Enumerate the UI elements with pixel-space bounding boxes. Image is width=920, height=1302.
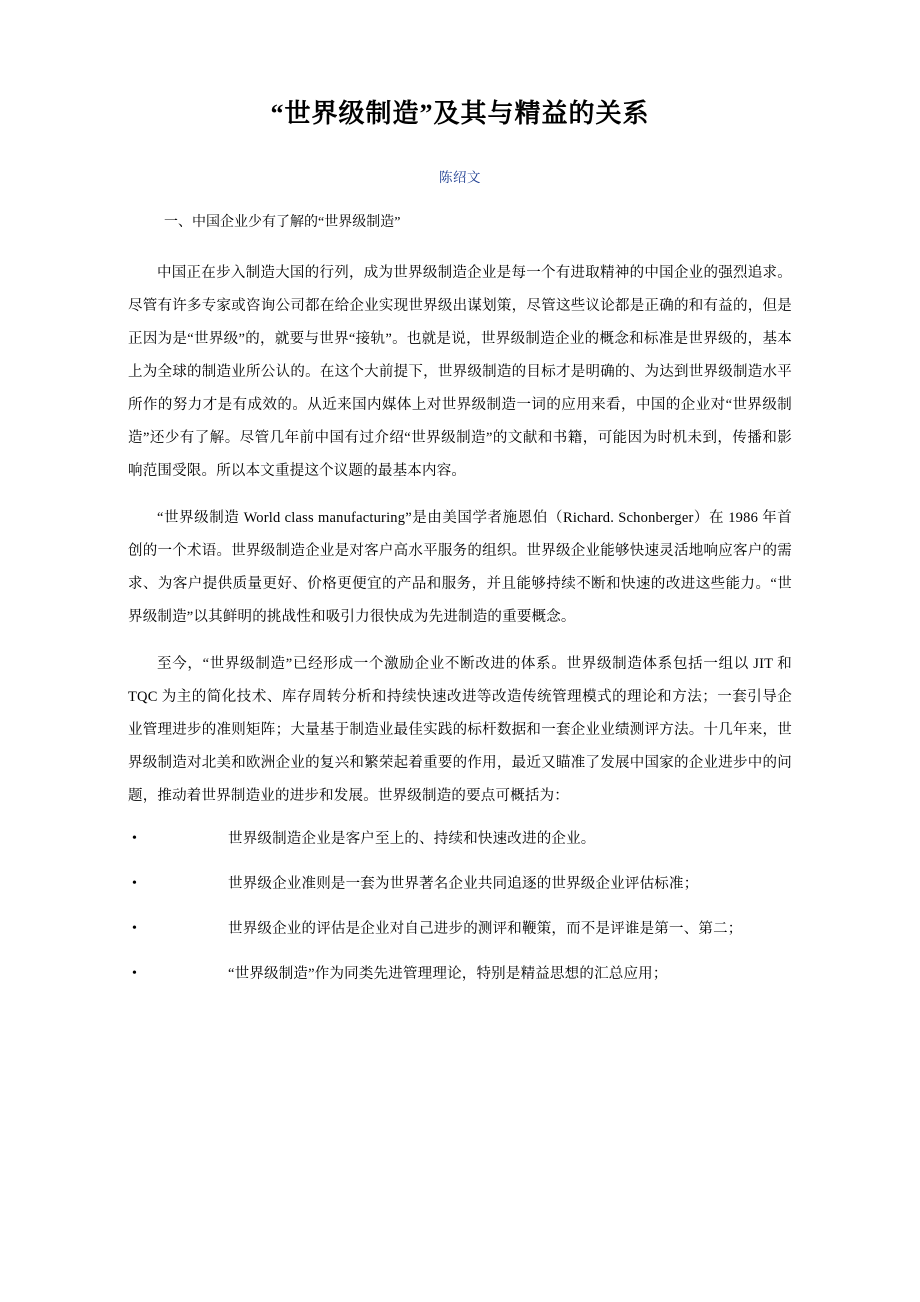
author-name: 陈绍文 — [439, 170, 481, 186]
bullet-icon: • — [132, 966, 138, 982]
section-heading: 一、中国企业少有了解的“世界级制造” — [164, 215, 401, 231]
list-item-label: 世界级企业的评估是企业对自己进步的测评和鞭策，而不是评谁是第一、第二； — [228, 920, 743, 937]
paragraph-3: 至今，“世界级制造”已经形成一个激励企业不断改进的体系。世界级制造体系包括一组以 JIT 和 TQC 为主的简化技术、库存周转分析和持续快速改进等改造传统管理模式的理论和方法；一套引导企业管理进步的准则矩阵；大量基于制造业最佳实践的标杆数据和一套企业业绩测评方法。十几年来，世界级制造对北美和欧洲企业的复兴和繁荣起着重要的作用，最近又瞄准了发展中国家的企业进步中的问题，推动着世界制造业的进步和发展。世界级制造的要点可概括为： — [128, 656, 792, 805]
list-item-label: 世界级企业准则是一套为世界著名企业共同追逐的世界级企业评估标准； — [228, 875, 699, 892]
page-title: “世界级制造”及其与精益的关系 — [270, 99, 650, 128]
list-item — [128, 918, 792, 941]
bullet-icon: • — [132, 875, 138, 891]
list-item-label: 世界级制造企业是客户至上的、持续和快速改进的企业。 — [228, 830, 596, 847]
key-points-list — [128, 828, 792, 987]
bullet-icon: • — [132, 830, 138, 846]
list-item — [128, 873, 792, 896]
list-item — [128, 828, 792, 851]
list-item — [128, 963, 792, 986]
list-item-label: “世界级制造”作为同类先进管理理论，特别是精益思想的汇总应用； — [228, 966, 668, 983]
bullet-icon: • — [132, 920, 138, 936]
paragraph-2: “世界级制造 World class manufacturing”是由美国学者施恩伯（Richard. Schonberger）在 1986 年首创的一个术语。世界级制造企业是对客户高水平服务的组织。世界级企业能够快速灵活地响应客户的需求、为客户提供质量更好、价格更便宜的产品和服务，并且能够持续不断和快速的改进这些能力。“世界级制造”以其鲜明的挑战性和吸引力很快成为先进制造的重要概念。 — [128, 510, 792, 626]
paragraph-1: 中国正在步入制造大国的行列，成为世界级制造企业是每一个有进取精神的中国企业的强烈追求。尽管有许多专家或咨询公司都在给企业实现世界级出谋划策，尽管这些议论都是正确的和有益的，但是正因为是“世界级”的，就要与世界“接轨”。也就是说，世界级制造企业的概念和标准是世界级的，基本上为全球的制造业所公认的。在这个大前提下，世界级制造的目标才是明确的、为达到世界级制造水平所作的努力才是有成效的。从近来国内媒体上对世界级制造一词的应用来看，中国的企业对“世界级制造”还少有了解。尽管几年前中国有过介绍“世界级制造”的文献和书籍，可能因为时机未到，传播和影响范围受限。所以本文重提这个议题的最基本内容。 — [128, 264, 792, 480]
